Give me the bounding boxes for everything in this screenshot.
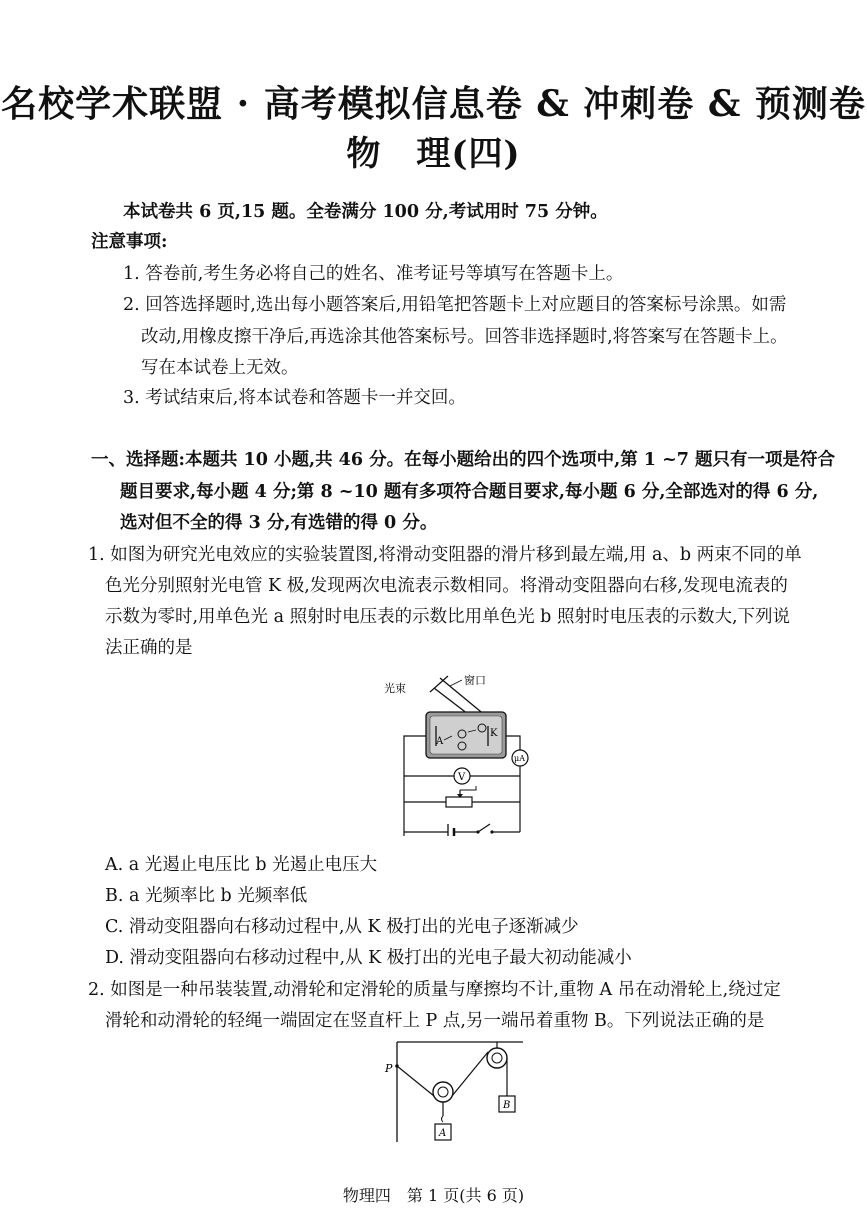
notice-item: 1. 答卷前,考生务必将自己的姓名、准考证号等填写在答题卡上。 (123, 264, 624, 284)
notice-item: 改动,用橡皮擦干净后,再选涂其他答案标号。回答非选择题时,将答案写在答题卡上。 (141, 327, 788, 347)
section-heading: 一、选择题:本题共 10 小题,共 46 分。在每小题给出的四个选项中,第 1 ~7 题只有一项是符合 (91, 450, 836, 470)
section-heading-line: 题目要求,每小题 4 分;第 8 ~10 题有多项符合题目要求,每小题 6 分,全部选对的得 6 分, (120, 482, 819, 502)
notice-heading: 注意事项: (91, 232, 168, 252)
question-1-stem: 示数为零时,用单色光 a 照射时电压表的示数比用单色光 b 照射时电压表的示数大,下列说 (105, 607, 791, 627)
beam-label: 光束 (384, 682, 406, 695)
option-a: A. a 光遏止电压比 b 光遏止电压大 (105, 855, 378, 875)
anode-label: A (436, 736, 444, 747)
switch-icon (478, 824, 490, 832)
question-2-stem: 滑轮和动滑轮的轻绳一端固定在竖直杆上 P 点,另一端吊着重物 B。下列说法正确的是 (105, 1011, 765, 1031)
option-b: B. a 光频率比 b 光频率低 (105, 886, 308, 906)
pulley-system-diagram (383, 1038, 529, 1148)
paper-title: 名校学术联盟 · 高考模拟信息卷 & 冲刺卷 & 预测卷 (1, 83, 866, 125)
exam-intro: 本试卷共 6 页,15 题。全卷满分 100 分,考试用时 75 分钟。 (123, 202, 608, 222)
window-label: 窗口 (464, 674, 486, 687)
weight-b-label: B (503, 1100, 511, 1111)
weight-a-label: A (439, 1128, 447, 1139)
option-c: C. 滑动变阻器向右移动过程中,从 K 极打出的光电子逐渐减少 (105, 917, 579, 937)
rheostat (446, 797, 472, 807)
movable-pulley (433, 1082, 453, 1102)
voltmeter-label: V (458, 772, 466, 783)
page-footer: 物理四 第 1 页(共 6 页) (342, 1186, 525, 1205)
photoelectric-circuit-diagram (378, 664, 538, 836)
microammeter-label: μA (514, 754, 525, 763)
notice-item: 2. 回答选择题时,选出每小题答案后,用铅笔把答题卡上对应题目的答案标号涂黑。如需 (123, 295, 787, 315)
option-d: D. 滑动变阻器向右移动过程中,从 K 极打出的光电子最大初动能减小 (105, 948, 632, 968)
cathode-label: K (490, 728, 498, 739)
question-1-stem: 1. 如图为研究光电效应的实验装置图,将滑动变阻器的滑片移到最左端,用 a、b 两束不同的单 (88, 545, 802, 565)
point-p-label: P (385, 1062, 393, 1075)
question-2-stem: 2. 如图是一种吊装装置,动滑轮和定滑轮的质量与摩擦均不计,重物 A 吊在动滑轮上,绕过定 (88, 980, 781, 1000)
notice-item: 3. 考试结束后,将本试卷和答题卡一并交回。 (123, 388, 466, 408)
fixed-pulley (487, 1048, 507, 1068)
notice-item: 写在本试卷上无效。 (141, 358, 299, 378)
section-heading-line: 选对但不全的得 3 分,有选错的得 0 分。 (120, 513, 438, 533)
paper-subtitle: 物 理(四) (346, 134, 521, 174)
question-1-stem: 色光分别照射光电管 K 极,发现两次电流表示数相同。将滑动变阻器向右移,发现电流表的 (105, 576, 788, 596)
question-1-stem: 法正确的是 (105, 638, 193, 658)
